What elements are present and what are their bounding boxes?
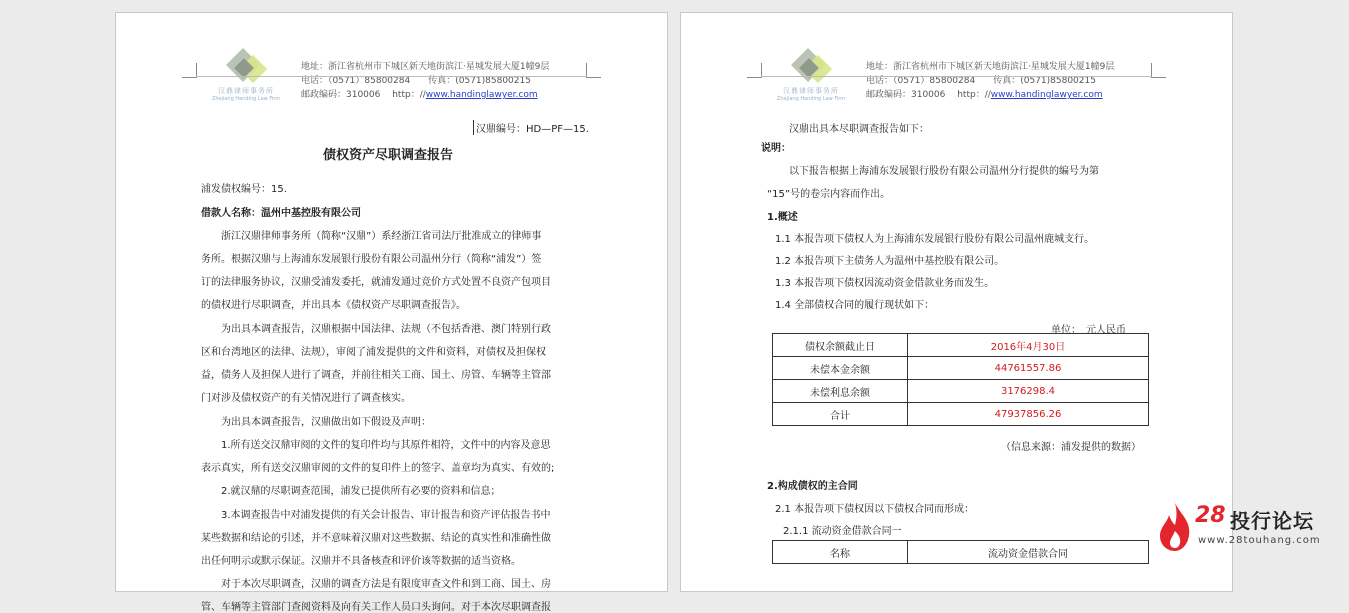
report-code: 汉鼎编号：HD—PF—15. xyxy=(473,120,589,135)
text-line: 3.本调查报告中对浦发提供的有关会计报告、审计报告和资产评估报告书中 xyxy=(221,510,551,521)
data-source-note: （信息来源：浦发提供的数据） xyxy=(1001,442,1141,453)
text-line: 益，债务人及担保人进行了调查，并前往相关工商、国土、房管、车辆等主管部 xyxy=(201,370,551,381)
text-line: 订的法律服务协议，汉鼎受浦发委托，就浦发通过竞价方式处置不良资产包项目 xyxy=(201,277,551,288)
header-rule xyxy=(196,76,587,77)
table-row xyxy=(773,334,1149,357)
text-line: 2.1 本报告项下债权因以下债权合同而形成： xyxy=(775,504,975,515)
row-value: 流动资金借款合同 xyxy=(908,541,1149,564)
text-line: 1.1 本报告项下债权人为上海浦东发展银行股份有限公司温州鹿城支行。 xyxy=(775,234,1095,245)
row-value: 2016年4月30日 xyxy=(908,334,1149,357)
row-value: 47937856.26 xyxy=(908,403,1149,426)
forum-watermark xyxy=(1155,497,1345,569)
contract-table xyxy=(772,540,1149,564)
law-firm-logo: 汉鼎律师事务所 Zhejiang Handing Law Firm xyxy=(776,49,846,105)
table-row xyxy=(773,541,1149,564)
row-label: 未偿本金余额 xyxy=(773,357,908,380)
row-label: 未偿利息余额 xyxy=(773,380,908,403)
brand-url: www.28touhang.com xyxy=(1198,535,1321,546)
brand-number: 28 xyxy=(1195,503,1226,528)
letterhead-postcode: 邮政编码：310006 http：// xyxy=(301,90,426,100)
crop-mark xyxy=(1151,63,1166,78)
letterhead-phone: 电话：（0571）85800284 传真：(0571)85800215 xyxy=(301,76,531,86)
borrower-line: 借款人名称：温州中基控股有限公司 xyxy=(201,208,361,219)
text-line: 1.2 本报告项下主债务人为温州中基控股有限公司。 xyxy=(775,256,1005,267)
table-row xyxy=(773,403,1149,426)
letterhead-url[interactable]: www.handinglawyer.com xyxy=(425,90,538,100)
document-page-1 xyxy=(115,12,668,613)
letterhead-phone: 电话：（0571）85800284 传真：(0571)85800215 xyxy=(866,76,1096,86)
text-line: 1.3 本报告项下债权因流动资金借款业务而发生。 xyxy=(775,278,995,289)
text-line: 浙江汉鼎律师事务所（简称“汉鼎”）系经浙江省司法厅批准成立的律师事 xyxy=(221,231,542,242)
text-line: 2.就汉鼎的尽职调查范围，浦发已提供所有必要的资料和信息； xyxy=(221,486,501,497)
section-heading: 2.构成债权的主合同 xyxy=(767,481,858,492)
row-label: 名称 xyxy=(773,541,908,564)
row-value: 44761557.86 xyxy=(908,357,1149,380)
crop-mark xyxy=(586,63,601,78)
letterhead-address: 地址：浙江省杭州市下城区新天地街滨江·星城发展大厦1幢9层 xyxy=(301,62,550,72)
letterhead xyxy=(866,60,1114,102)
text-line: “15”号的卷宗内容而作出。 xyxy=(767,189,891,200)
text-line: 为出具本调查报告，汉鼎根据中国法律、法规（不包括香港、澳门特别行政 xyxy=(221,324,551,335)
brand-name: 投行论坛 xyxy=(1230,509,1314,533)
unit-label: 单位： 元人民币 xyxy=(1051,325,1126,336)
text-line: 1.所有送交汉鼎审阅的文件的复印件均与其原件相符，文件中的内容及意思 xyxy=(221,440,551,451)
text-line: 以下报告根据上海浦东发展银行股份有限公司温州分行提供的编号为第 xyxy=(789,166,1099,177)
header-rule xyxy=(761,76,1152,77)
row-value: 3176298.4 xyxy=(908,380,1149,403)
text-line: 2.1.1 流动资金借款合同一 xyxy=(783,526,902,537)
letterhead-url[interactable]: www.handinglawyer.com xyxy=(990,90,1103,100)
text-line: 的债权进行尽职调查，并出具本《债权资产尽职调查报告》。 xyxy=(201,300,466,311)
law-firm-logo: 汉鼎律师事务所 Zhejiang Handing Law Firm xyxy=(211,49,281,105)
row-label: 债权余额截止日 xyxy=(773,334,908,357)
letterhead-address: 地址：浙江省杭州市下城区新天地街滨江·星城发展大厦1幢9层 xyxy=(866,62,1115,72)
text-line: 区和台湾地区的法律、法规），审阅了浦发提供的文件和资料，对债权及担保权 xyxy=(201,347,546,358)
debt-balance-table xyxy=(772,333,1149,426)
table-row xyxy=(773,357,1149,380)
section-heading: 1.概述 xyxy=(767,212,798,223)
text-line: 表示真实，所有送交汉鼎审阅的文件的复印件上的签字、盖章均为真实、有效的; xyxy=(201,463,555,474)
row-label: 合计 xyxy=(773,403,908,426)
flame-icon xyxy=(1155,501,1195,553)
table-row xyxy=(773,380,1149,403)
letterhead-postcode: 邮政编码：310006 http：// xyxy=(866,90,991,100)
crop-mark xyxy=(182,63,197,78)
text-line: 为出具本调查报告，汉鼎做出如下假设及声明： xyxy=(221,417,431,428)
text-line: 汉鼎出具本尽职调查报告如下： xyxy=(789,124,929,135)
text-line: 某些数据和结论的引述，并不意味着汉鼎对这些数据、结论的真实性和准确性做 xyxy=(201,533,551,544)
text-line: 管、车辆等主管部门查阅资料及向有关工作人员口头询问。对于本次尽职调查报 xyxy=(201,602,551,613)
text-line: 门对涉及债权资产的有关情况进行了调查核实。 xyxy=(201,393,411,404)
text-line: 对于本次尽职调查，汉鼎的调查方法是有限度审查文件和到工商、国土、房 xyxy=(221,579,551,590)
text-line: 出任何明示或默示保证。汉鼎并不具备核查和评价该等数据的适当资格。 xyxy=(201,556,521,567)
letterhead xyxy=(301,60,549,102)
text-line: 务所。根据汉鼎与上海浦东发展银行股份有限公司温州分行（简称“浦发”）签 xyxy=(201,254,542,265)
text-line: 1.4 全部债权合同的履行现状如下： xyxy=(775,300,935,311)
document-page-2 xyxy=(680,12,1233,592)
note-heading: 说明： xyxy=(761,143,791,154)
report-title: 债权资产尽职调查报告 xyxy=(323,148,454,163)
crop-mark xyxy=(747,63,762,78)
text-line: 浦发债权编号：15. xyxy=(201,184,287,195)
